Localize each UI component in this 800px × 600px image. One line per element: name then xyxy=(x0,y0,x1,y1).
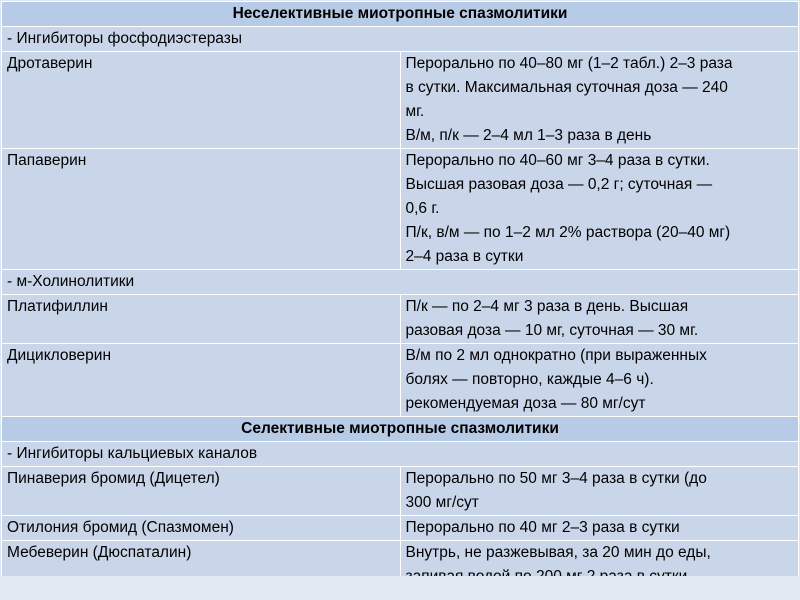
group-row xyxy=(2,27,799,52)
table-row xyxy=(2,467,799,516)
dosage-line: Перорально по 40–80 мг (1–2 табл.) 2–3 раза xyxy=(405,55,733,72)
dosage-line: 300 мг/сут xyxy=(405,494,479,511)
dosage-line: 2–4 раза в сутки xyxy=(405,248,524,265)
dosage-line: в сутки. Максимальная суточная доза — 240 xyxy=(405,79,728,96)
dosage-line: Внутрь, не разжевывая, за 20 мин до еды, xyxy=(405,544,711,561)
group-title-calcium-channel-blockers: - Ингибиторы кальциевых каналов xyxy=(2,442,799,467)
group-row xyxy=(2,442,799,467)
section-header-row xyxy=(2,2,799,27)
drug-name: Платифиллин xyxy=(2,295,401,344)
section-header-row xyxy=(2,417,799,442)
section-title-selective: Селективные миотропные спазмолитики xyxy=(2,417,799,442)
table-row xyxy=(2,149,799,270)
dosage-line: болях — повторно, каждые 4–6 ч). xyxy=(405,371,654,388)
drug-dosage xyxy=(400,295,799,344)
group-title-pde-inhibitors: - Ингибиторы фосфодиэстеразы xyxy=(2,27,799,52)
drug-dosage xyxy=(400,52,799,149)
dosage-line: Высшая разовая доза — 0,2 г; суточная — xyxy=(405,176,713,193)
drug-dosage xyxy=(400,149,799,270)
dosage-line: П/к — по 2–4 мг 3 раза в день. Высшая xyxy=(405,298,689,315)
dosage-line: В/м, п/к — 2–4 мл 1–3 раза в день xyxy=(405,127,652,144)
drug-dosage xyxy=(400,516,799,541)
drug-name: Дротаверин xyxy=(2,52,401,149)
table-row xyxy=(2,295,799,344)
dosage-line: 0,6 г. xyxy=(405,200,440,217)
drug-name: Дицикловерин xyxy=(2,344,401,417)
group-title-m-cholinolytics: - м-Холинолитики xyxy=(2,270,799,295)
dosage-line: Перорально по 40–60 мг 3–4 раза в сутки. xyxy=(405,152,710,169)
dosage-line: П/к, в/м — по 1–2 мл 2% раствора (20–40 мг) xyxy=(405,224,731,241)
dosage-line: рекомендуемая доза — 80 мг/сут xyxy=(405,395,646,412)
drug-dosage xyxy=(400,467,799,516)
section-title-nonselective: Неселективные миотропные спазмолитики xyxy=(2,2,799,27)
table-row xyxy=(2,516,799,541)
dosage-line: Перорально по 50 мг 3–4 раза в сутки (до xyxy=(405,470,707,487)
dosage-line: мг. xyxy=(405,103,425,120)
drug-name: Отилония бромид (Спазмомен) xyxy=(2,516,401,541)
drug-dosage xyxy=(400,344,799,417)
dosage-line: разовая доза — 10 мг, суточная — 30 мг. xyxy=(405,322,699,339)
drug-name: Мебеверин (Дюспаталин) xyxy=(2,541,401,590)
drug-name: Пинаверия бромид (Дицетел) xyxy=(2,467,401,516)
antispasmodics-table xyxy=(1,1,799,590)
table-row xyxy=(2,344,799,417)
group-row xyxy=(2,270,799,295)
dosage-line: Перорально по 40 мг 2–3 раза в сутки xyxy=(405,519,680,536)
drug-name: Папаверин xyxy=(2,149,401,270)
dosage-line: В/м по 2 мл однократно (при выраженных xyxy=(405,347,707,364)
table-row xyxy=(2,52,799,149)
slide-bottom-margin xyxy=(0,576,800,600)
